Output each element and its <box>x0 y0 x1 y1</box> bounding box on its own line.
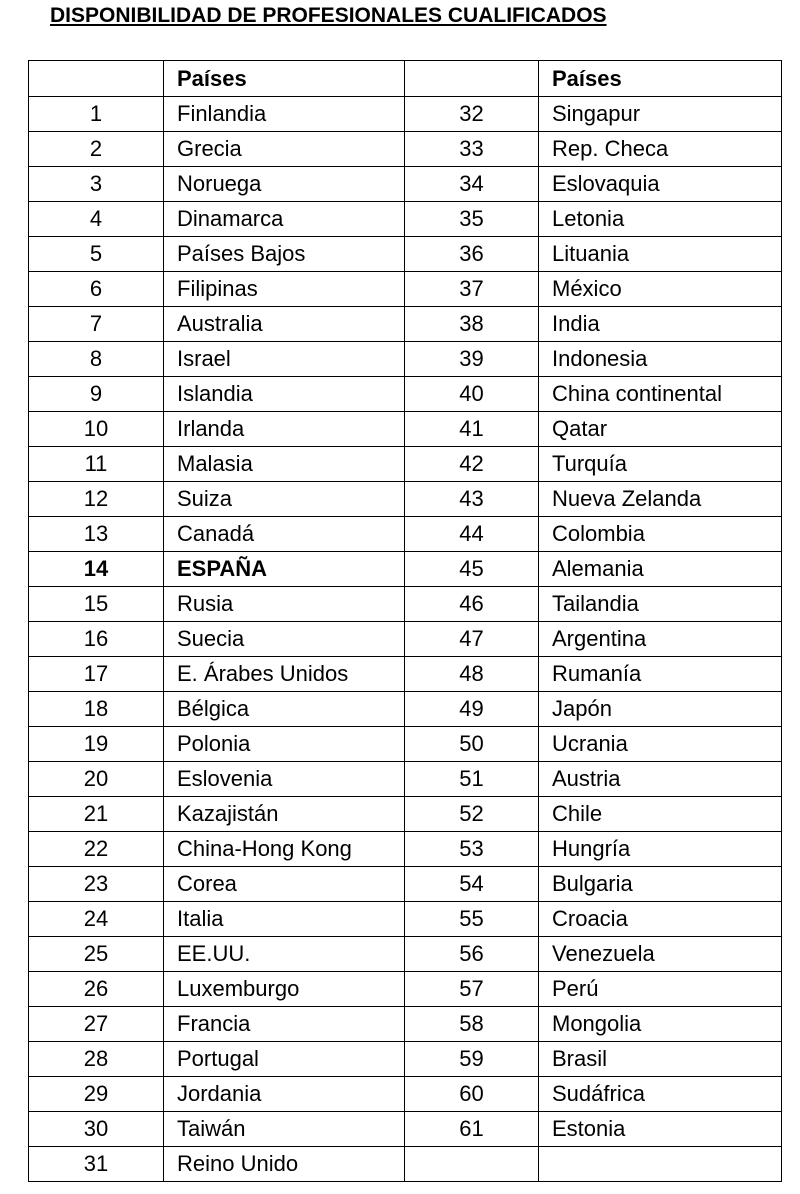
right-rank-cell: 42 <box>405 447 539 482</box>
left-country-cell: Italia <box>164 902 405 937</box>
table-row <box>29 622 782 657</box>
right-rank-cell: 34 <box>405 167 539 202</box>
table-row <box>29 1147 782 1182</box>
right-rank-cell: 61 <box>405 1112 539 1147</box>
right-country-cell: Hungría <box>539 832 782 867</box>
left-rank-cell: 9 <box>29 377 164 412</box>
left-rank-cell: 20 <box>29 762 164 797</box>
right-country-cell: Bulgaria <box>539 867 782 902</box>
right-country-cell: Qatar <box>539 412 782 447</box>
left-country-cell: E. Árabes Unidos <box>164 657 405 692</box>
left-rank-cell: 18 <box>29 692 164 727</box>
left-country-cell: Reino Unido <box>164 1147 405 1182</box>
right-country-cell: India <box>539 307 782 342</box>
table-body <box>29 61 782 1182</box>
right-country-cell: Croacia <box>539 902 782 937</box>
left-rank-cell: 27 <box>29 1007 164 1042</box>
table-row <box>29 692 782 727</box>
left-country-cell: Israel <box>164 342 405 377</box>
right-rank-cell: 45 <box>405 552 539 587</box>
left-country-cell: Eslovenia <box>164 762 405 797</box>
right-country-cell: Singapur <box>539 97 782 132</box>
left-country-cell: Islandia <box>164 377 405 412</box>
right-rank-cell: 50 <box>405 727 539 762</box>
left-rank-cell: 16 <box>29 622 164 657</box>
right-rank-cell: 46 <box>405 587 539 622</box>
table-row <box>29 202 782 237</box>
table-row <box>29 587 782 622</box>
right-rank-cell: 51 <box>405 762 539 797</box>
right-country-cell: Japón <box>539 692 782 727</box>
table-row <box>29 972 782 1007</box>
left-rank-cell: 19 <box>29 727 164 762</box>
right-country-cell: Perú <box>539 972 782 1007</box>
right-rank-cell: 41 <box>405 412 539 447</box>
left-country-cell: Irlanda <box>164 412 405 447</box>
left-rank-cell: 28 <box>29 1042 164 1077</box>
right-country-cell: Letonia <box>539 202 782 237</box>
table-row <box>29 167 782 202</box>
right-rank-cell: 58 <box>405 1007 539 1042</box>
left-rank-cell: 22 <box>29 832 164 867</box>
left-rank-cell: 26 <box>29 972 164 1007</box>
right-country-cell: China continental <box>539 377 782 412</box>
left-country-cell: Jordania <box>164 1077 405 1112</box>
left-rank-cell: 10 <box>29 412 164 447</box>
right-country-cell: Brasil <box>539 1042 782 1077</box>
country-ranking-table <box>28 60 782 1182</box>
left-rank-cell: 24 <box>29 902 164 937</box>
right-country-cell: Sudáfrica <box>539 1077 782 1112</box>
left-country-cell: Países Bajos <box>164 237 405 272</box>
right-rank-cell: 55 <box>405 902 539 937</box>
right-country-cell: Rumanía <box>539 657 782 692</box>
right-country-cell: Tailandia <box>539 587 782 622</box>
left-country-cell: ESPAÑA <box>164 552 405 587</box>
left-rank-cell: 21 <box>29 797 164 832</box>
table-row <box>29 832 782 867</box>
right-rank-cell: 56 <box>405 937 539 972</box>
left-country-cell: Bélgica <box>164 692 405 727</box>
left-rank-cell: 8 <box>29 342 164 377</box>
table-row <box>29 447 782 482</box>
left-country-cell: Australia <box>164 307 405 342</box>
left-country-cell: Taiwán <box>164 1112 405 1147</box>
right-country-cell: Eslovaquia <box>539 167 782 202</box>
left-country-cell: Kazajistán <box>164 797 405 832</box>
right-country-cell: Turquía <box>539 447 782 482</box>
left-rank-cell: 14 <box>29 552 164 587</box>
table-row <box>29 517 782 552</box>
left-rank-cell: 30 <box>29 1112 164 1147</box>
left-rank-cell: 17 <box>29 657 164 692</box>
right-country-cell: Mongolia <box>539 1007 782 1042</box>
table-row <box>29 1007 782 1042</box>
left-rank-cell: 23 <box>29 867 164 902</box>
left-rank-cell: 15 <box>29 587 164 622</box>
left-rank-cell: 13 <box>29 517 164 552</box>
table-row <box>29 272 782 307</box>
table-row <box>29 657 782 692</box>
right-rank-cell: 48 <box>405 657 539 692</box>
left-rank-cell: 3 <box>29 167 164 202</box>
left-rank-cell: 7 <box>29 307 164 342</box>
right-rank-cell: 49 <box>405 692 539 727</box>
left-country-cell: Malasia <box>164 447 405 482</box>
header-left-number-cell <box>29 61 164 97</box>
table-row <box>29 727 782 762</box>
right-rank-cell: 53 <box>405 832 539 867</box>
table-row <box>29 1042 782 1077</box>
right-rank-cell <box>405 1147 539 1182</box>
right-rank-cell: 47 <box>405 622 539 657</box>
table-row <box>29 902 782 937</box>
left-country-cell: EE.UU. <box>164 937 405 972</box>
left-country-cell: Luxemburgo <box>164 972 405 1007</box>
left-country-cell: Corea <box>164 867 405 902</box>
right-rank-cell: 57 <box>405 972 539 1007</box>
table-row <box>29 937 782 972</box>
right-rank-cell: 60 <box>405 1077 539 1112</box>
left-rank-cell: 25 <box>29 937 164 972</box>
right-country-cell: Rep. Checa <box>539 132 782 167</box>
right-country-cell: Ucrania <box>539 727 782 762</box>
table-row <box>29 482 782 517</box>
right-rank-cell: 52 <box>405 797 539 832</box>
table-row <box>29 762 782 797</box>
left-country-cell: Canadá <box>164 517 405 552</box>
left-rank-cell: 6 <box>29 272 164 307</box>
left-rank-cell: 5 <box>29 237 164 272</box>
left-rank-cell: 2 <box>29 132 164 167</box>
left-rank-cell: 12 <box>29 482 164 517</box>
header-right-country-cell: Países <box>539 61 782 97</box>
right-country-cell: Alemania <box>539 552 782 587</box>
left-country-cell: Suiza <box>164 482 405 517</box>
left-rank-cell: 29 <box>29 1077 164 1112</box>
right-country-cell: Indonesia <box>539 342 782 377</box>
table-row <box>29 97 782 132</box>
left-country-cell: China-Hong Kong <box>164 832 405 867</box>
left-country-cell: Suecia <box>164 622 405 657</box>
right-country-cell: México <box>539 272 782 307</box>
right-rank-cell: 38 <box>405 307 539 342</box>
table-row <box>29 307 782 342</box>
table-row <box>29 132 782 167</box>
left-country-cell: Filipinas <box>164 272 405 307</box>
left-rank-cell: 1 <box>29 97 164 132</box>
table-row <box>29 867 782 902</box>
left-country-cell: Portugal <box>164 1042 405 1077</box>
right-country-cell: Argentina <box>539 622 782 657</box>
right-rank-cell: 54 <box>405 867 539 902</box>
table-row <box>29 1077 782 1112</box>
table-row <box>29 1112 782 1147</box>
right-rank-cell: 43 <box>405 482 539 517</box>
left-country-cell: Finlandia <box>164 97 405 132</box>
right-country-cell: Austria <box>539 762 782 797</box>
table-header-row <box>29 61 782 97</box>
right-country-cell: Lituania <box>539 237 782 272</box>
left-country-cell: Noruega <box>164 167 405 202</box>
left-rank-cell: 31 <box>29 1147 164 1182</box>
right-rank-cell: 37 <box>405 272 539 307</box>
left-country-cell: Grecia <box>164 132 405 167</box>
right-rank-cell: 59 <box>405 1042 539 1077</box>
right-rank-cell: 36 <box>405 237 539 272</box>
table-row <box>29 552 782 587</box>
right-country-cell <box>539 1147 782 1182</box>
left-rank-cell: 4 <box>29 202 164 237</box>
table-row <box>29 342 782 377</box>
right-rank-cell: 40 <box>405 377 539 412</box>
page-title: DISPONIBILIDAD DE PROFESIONALES CUALIFICADOS <box>50 4 607 27</box>
left-country-cell: Francia <box>164 1007 405 1042</box>
right-country-cell: Estonia <box>539 1112 782 1147</box>
right-rank-cell: 39 <box>405 342 539 377</box>
left-country-cell: Polonia <box>164 727 405 762</box>
header-right-number-cell <box>405 61 539 97</box>
table-row <box>29 412 782 447</box>
table-row <box>29 377 782 412</box>
table-row <box>29 797 782 832</box>
right-rank-cell: 33 <box>405 132 539 167</box>
right-country-cell: Colombia <box>539 517 782 552</box>
right-rank-cell: 35 <box>405 202 539 237</box>
header-left-country-cell: Países <box>164 61 405 97</box>
left-rank-cell: 11 <box>29 447 164 482</box>
right-rank-cell: 32 <box>405 97 539 132</box>
right-country-cell: Chile <box>539 797 782 832</box>
right-rank-cell: 44 <box>405 517 539 552</box>
left-country-cell: Dinamarca <box>164 202 405 237</box>
right-country-cell: Venezuela <box>539 937 782 972</box>
right-country-cell: Nueva Zelanda <box>539 482 782 517</box>
left-country-cell: Rusia <box>164 587 405 622</box>
table-row <box>29 237 782 272</box>
